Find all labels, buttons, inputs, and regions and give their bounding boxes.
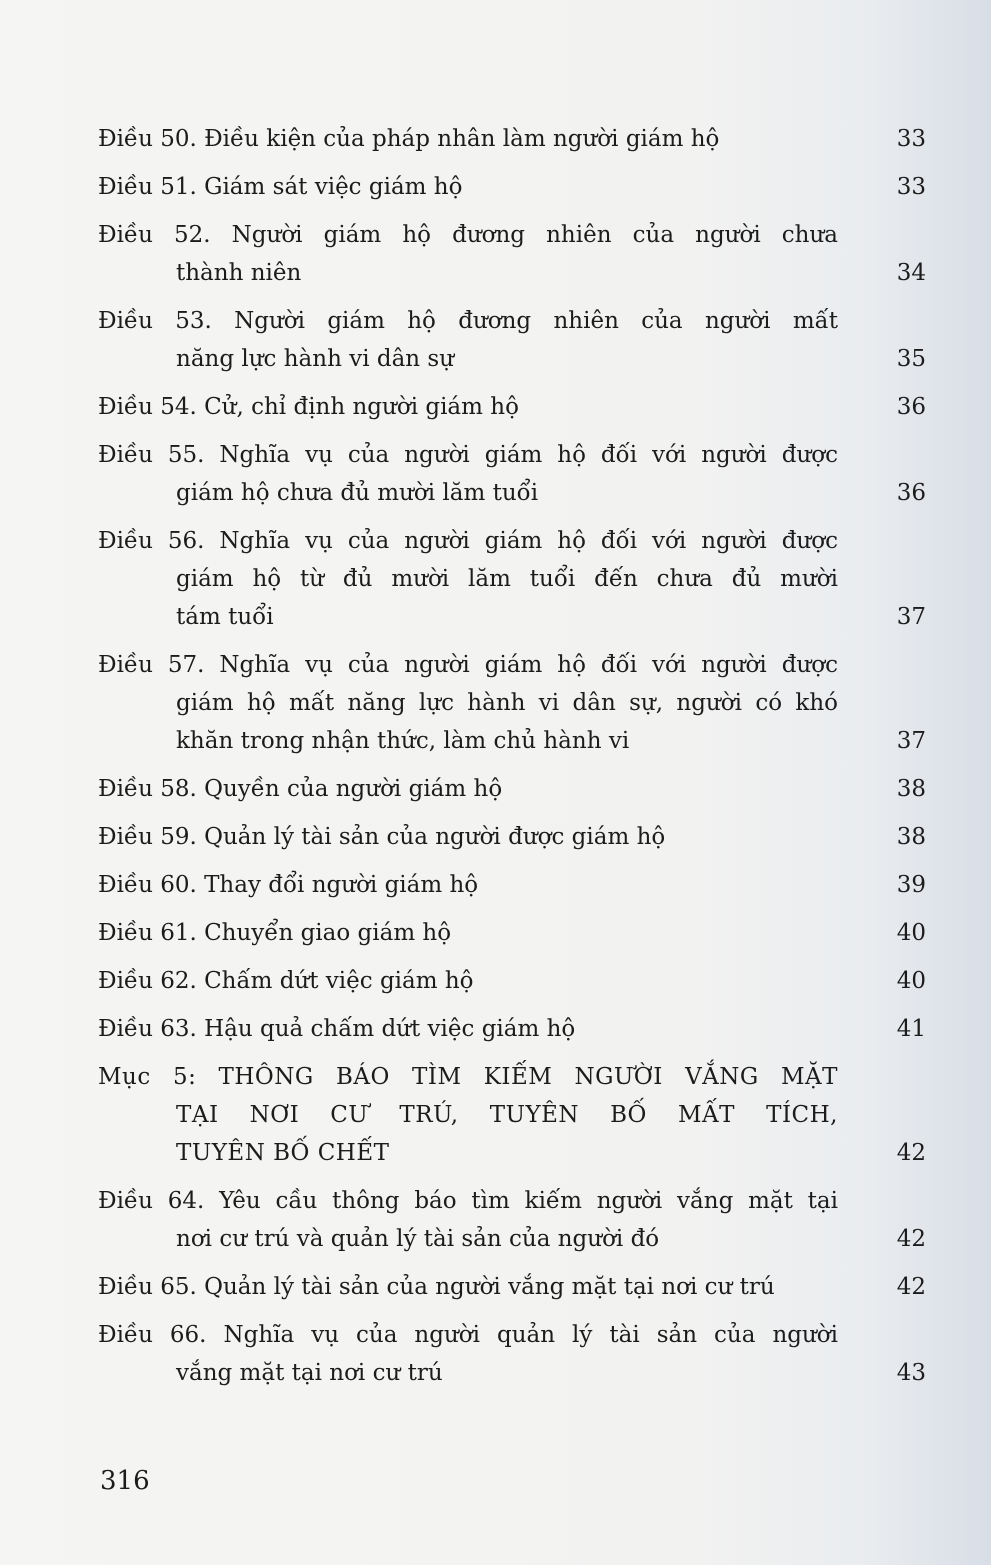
toc-entry-text: vắng mặt tại nơi cư trú (176, 1360, 443, 1386)
toc-entry (98, 1182, 928, 1258)
toc-entry (98, 168, 928, 206)
toc-entry (98, 120, 928, 158)
page-number: 316 (100, 1466, 150, 1496)
toc-entry-text: Điều 57. Nghĩa vụ của người giám hộ đối với người được (98, 652, 838, 678)
toc-entry-text: Điều 62. Chấm dứt việc giám hộ (98, 968, 474, 994)
toc-entry-text: giám hộ mất năng lực hành vi dân sự, người có khó (176, 690, 838, 716)
toc-page-number: 36 (896, 480, 926, 506)
toc-entry-text: Điều 53. Người giám hộ đương nhiên của người mất (98, 308, 838, 334)
toc-entry-text: Điều 59. Quản lý tài sản của người được giám hộ (98, 824, 666, 850)
toc-entry-text: Mục 5: THÔNG BÁO TÌM KIẾM NGƯỜI VẮNG MẶT (98, 1064, 838, 1090)
toc-entry (98, 302, 928, 378)
toc-page-number: 39 (896, 872, 926, 898)
toc-page-number: 33 (896, 174, 926, 200)
toc-entry-text: Điều 55. Nghĩa vụ của người giám hộ đối với người được (98, 442, 838, 468)
toc-entry (98, 818, 928, 856)
toc-page-number: 42 (896, 1274, 926, 1300)
table-of-contents (98, 120, 928, 1402)
toc-page-number: 35 (896, 346, 926, 372)
toc-page-number: 40 (896, 968, 926, 994)
toc-entry-text: Điều 64. Yêu cầu thông báo tìm kiếm người vắng mặt tại (98, 1188, 838, 1214)
toc-page-number: 43 (896, 1360, 926, 1386)
toc-entry-text: Điều 60. Thay đổi người giám hộ (98, 872, 479, 898)
toc-page-number: 41 (896, 1016, 926, 1042)
toc-entry (98, 388, 928, 426)
toc-page-number: 38 (896, 776, 926, 802)
toc-entry (98, 770, 928, 808)
toc-page-number: 36 (896, 394, 926, 420)
toc-entry-text: giám hộ chưa đủ mười lăm tuổi (176, 480, 539, 506)
toc-page-number: 37 (896, 728, 926, 754)
toc-entry-text: TẠI NƠI CƯ TRÚ, TUYÊN BỐ MẤT TÍCH, (176, 1102, 838, 1128)
toc-entry-text: thành niên (176, 260, 302, 286)
toc-entry-text: TUYÊN BỐ CHẾT (176, 1140, 390, 1166)
toc-entry (98, 1268, 928, 1306)
toc-section-heading (98, 1058, 928, 1172)
toc-entry (98, 1316, 928, 1392)
toc-entry-text: Điều 58. Quyền của người giám hộ (98, 776, 503, 802)
toc-entry-text: khăn trong nhận thức, làm chủ hành vi (176, 728, 630, 754)
toc-entry (98, 866, 928, 904)
toc-entry (98, 1010, 928, 1048)
toc-entry-text: Điều 63. Hậu quả chấm dứt việc giám hộ (98, 1016, 576, 1042)
toc-entry-text: Điều 52. Người giám hộ đương nhiên của người chưa (98, 222, 838, 248)
toc-page-number: 34 (896, 260, 926, 286)
toc-entry-text: Điều 65. Quản lý tài sản của người vắng mặt tại nơi cư trú (98, 1274, 775, 1300)
toc-entry (98, 522, 928, 636)
toc-entry (98, 914, 928, 952)
toc-entry-text: nơi cư trú và quản lý tài sản của người đó (176, 1226, 660, 1252)
toc-entry-text: Điều 66. Nghĩa vụ của người quản lý tài sản của người (98, 1322, 838, 1348)
toc-entry (98, 646, 928, 760)
toc-entry-text: Điều 56. Nghĩa vụ của người giám hộ đối với người được (98, 528, 838, 554)
toc-page-number: 42 (896, 1226, 926, 1252)
toc-page-number: 42 (896, 1140, 926, 1166)
toc-page-number: 33 (896, 126, 926, 152)
toc-page-number: 38 (896, 824, 926, 850)
toc-entry-text: Điều 54. Cử, chỉ định người giám hộ (98, 394, 519, 420)
toc-page-number: 40 (896, 920, 926, 946)
toc-entry (98, 436, 928, 512)
toc-entry-text: Điều 61. Chuyển giao giám hộ (98, 920, 452, 946)
toc-entry-text: Điều 50. Điều kiện của pháp nhân làm người giám hộ (98, 126, 720, 152)
toc-entry-text: năng lực hành vi dân sự (176, 346, 455, 372)
toc-entry-text: giám hộ từ đủ mười lăm tuổi đến chưa đủ mười (176, 566, 838, 592)
toc-entry-text: Điều 51. Giám sát việc giám hộ (98, 174, 463, 200)
toc-entry (98, 962, 928, 1000)
toc-page-number: 37 (896, 604, 926, 630)
toc-entry (98, 216, 928, 292)
toc-entry-text: tám tuổi (176, 604, 274, 630)
